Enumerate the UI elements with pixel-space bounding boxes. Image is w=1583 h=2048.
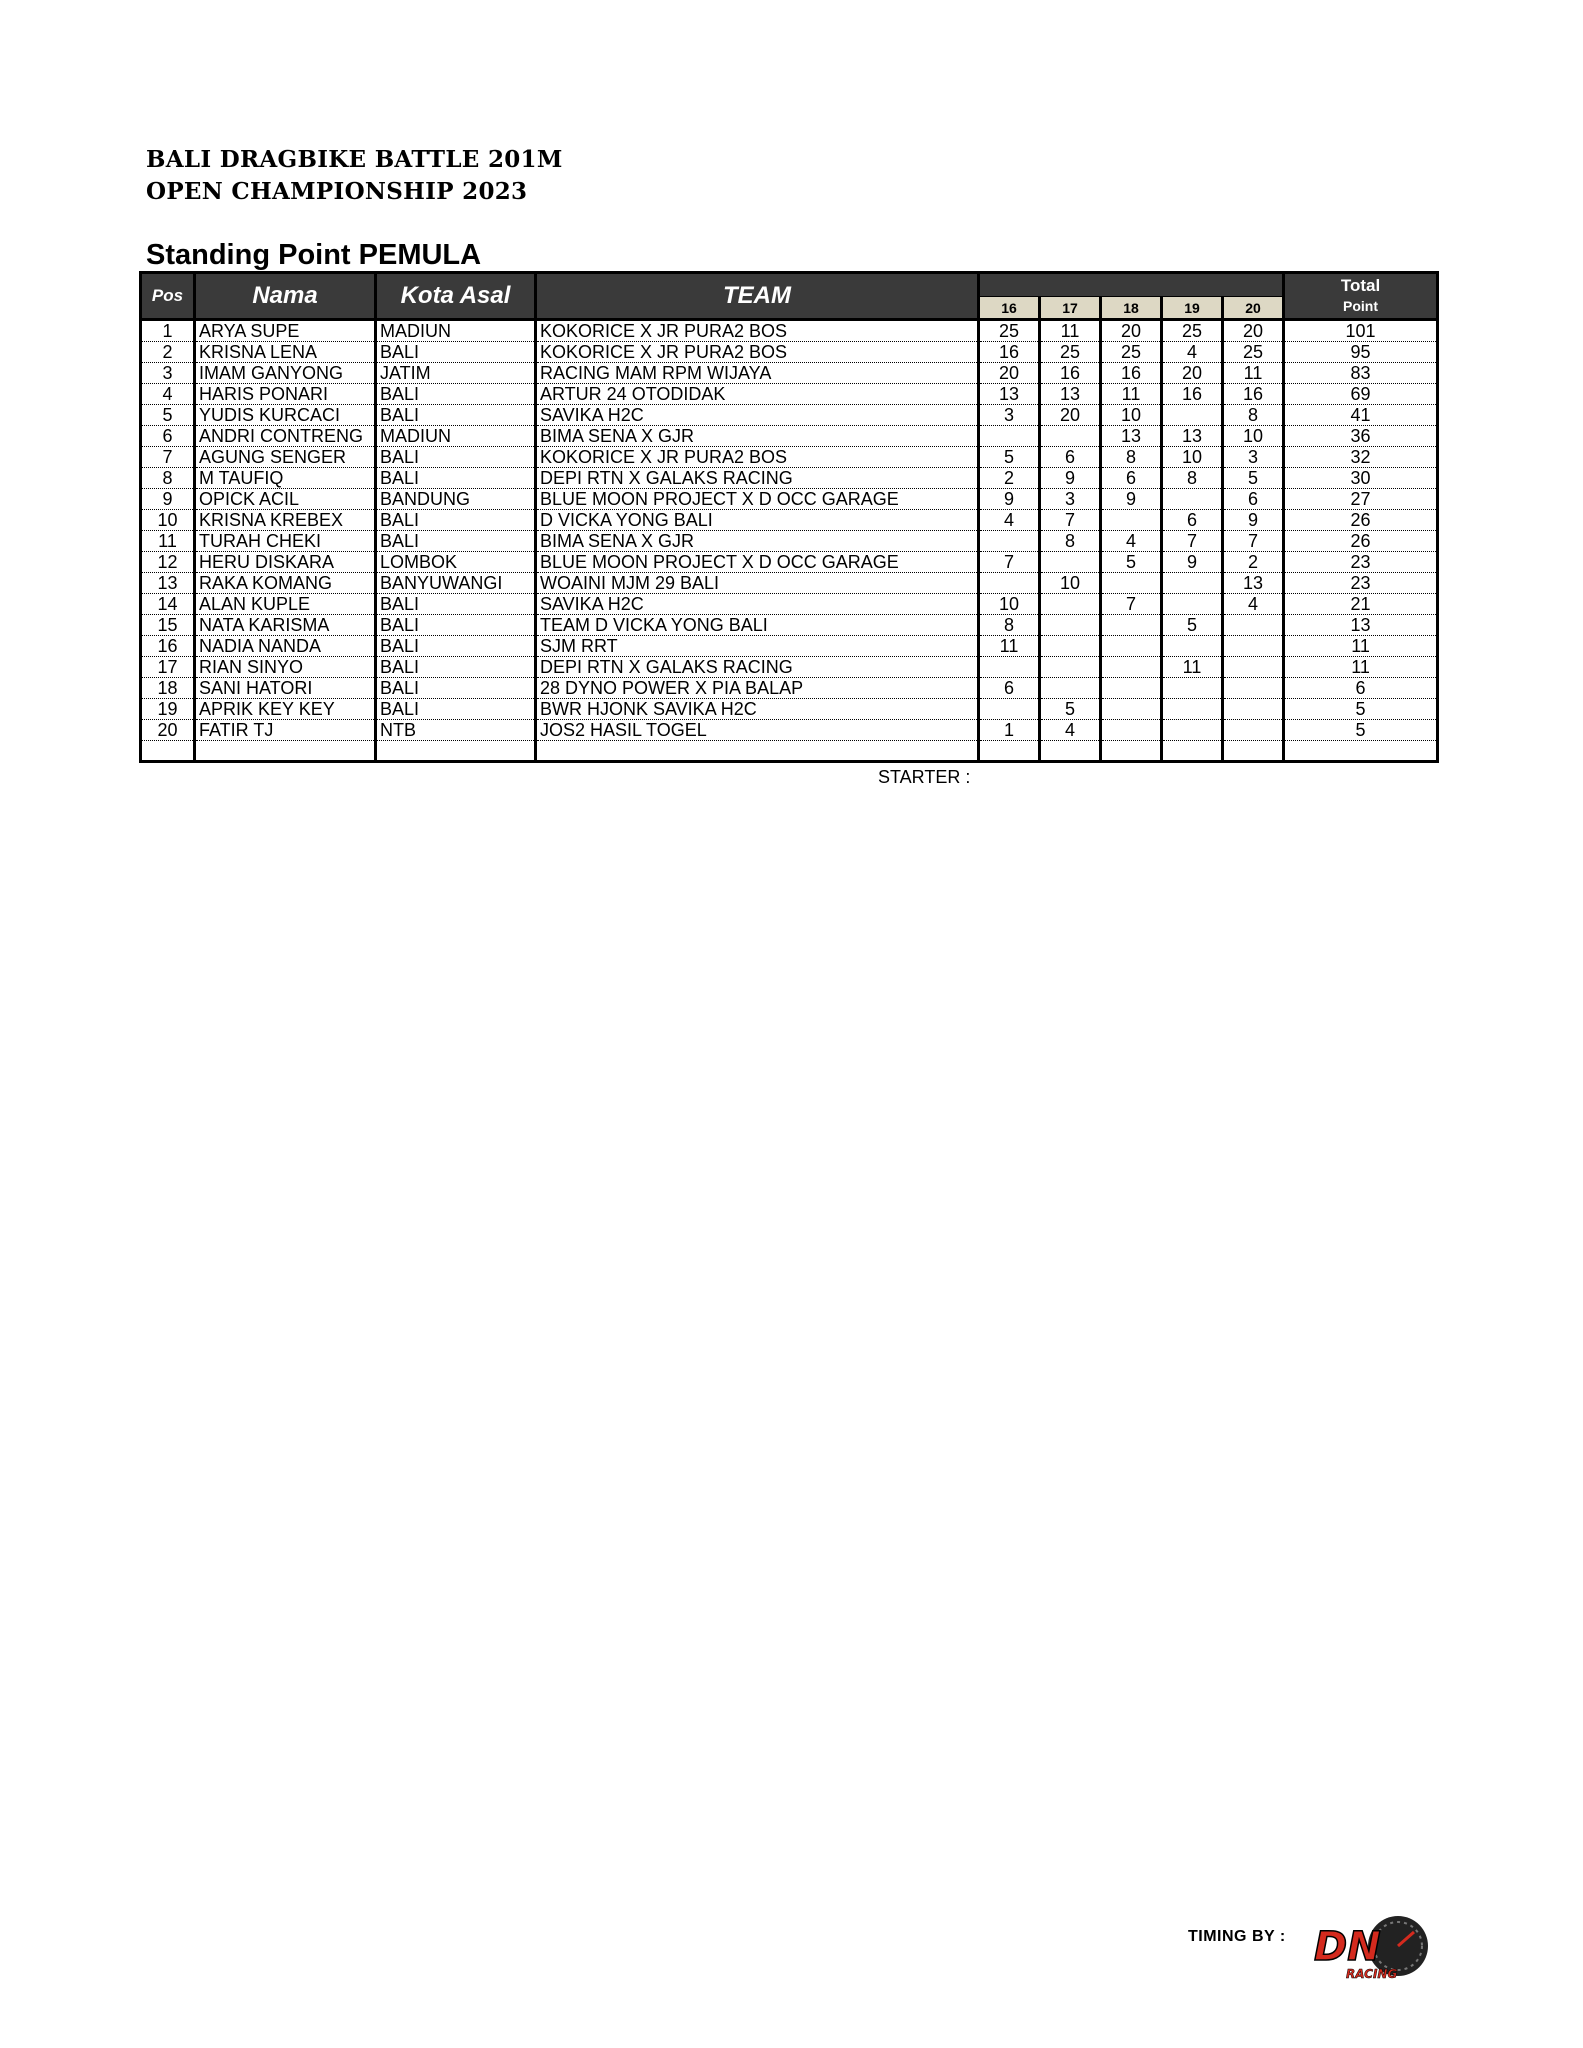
total-cell: 69 <box>1284 384 1438 405</box>
column-header-team: TEAM <box>536 273 979 320</box>
kota-cell: BALI <box>376 678 536 699</box>
round-16-cell <box>979 531 1040 552</box>
kota-cell: BALI <box>376 531 536 552</box>
team-cell: JOS2 HASIL TOGEL <box>536 720 979 741</box>
round-19-cell: 10 <box>1162 447 1223 468</box>
round-16-cell: 3 <box>979 405 1040 426</box>
round-16-cell: 7 <box>979 552 1040 573</box>
total-cell: 36 <box>1284 426 1438 447</box>
section-title: Standing Point PEMULA <box>146 239 482 271</box>
nama-cell: AGUNG SENGER <box>195 447 376 468</box>
timing-by-label: TIMING BY : <box>1188 1928 1286 1945</box>
round-19-cell <box>1162 489 1223 510</box>
round-19-cell: 4 <box>1162 342 1223 363</box>
dn-racing-logo <box>1306 1912 1446 1984</box>
kota-cell: NTB <box>376 720 536 741</box>
kota-cell: BALI <box>376 699 536 720</box>
nama-cell: HARIS PONARI <box>195 384 376 405</box>
round-20-cell <box>1223 657 1284 678</box>
round-20-cell <box>1223 720 1284 741</box>
round-20-cell: 9 <box>1223 510 1284 531</box>
round-18-cell <box>1101 678 1162 699</box>
event-title-line-1: BALI DRAGBIKE BATTLE 201M <box>146 146 563 173</box>
round-19-cell <box>1162 594 1223 615</box>
team-cell: SJM RRT <box>536 636 979 657</box>
total-cell: 83 <box>1284 363 1438 384</box>
round-20-cell: 6 <box>1223 489 1284 510</box>
kota-cell: BALI <box>376 657 536 678</box>
pos-cell: 20 <box>141 720 195 741</box>
kota-cell: BALI <box>376 447 536 468</box>
round-18-cell: 8 <box>1101 447 1162 468</box>
round-20-cell: 3 <box>1223 447 1284 468</box>
table-row <box>141 531 1438 552</box>
team-cell: SAVIKA H2C <box>536 594 979 615</box>
pos-cell: 3 <box>141 363 195 384</box>
blank-cell <box>979 741 1040 762</box>
round-20-cell: 7 <box>1223 531 1284 552</box>
round-19-cell: 16 <box>1162 384 1223 405</box>
round-17-cell: 6 <box>1040 447 1101 468</box>
pos-cell: 15 <box>141 615 195 636</box>
round-20-cell: 10 <box>1223 426 1284 447</box>
table-row <box>141 363 1438 384</box>
kota-cell: BALI <box>376 468 536 489</box>
round-17-cell <box>1040 615 1101 636</box>
round-17-cell: 10 <box>1040 573 1101 594</box>
round-20-cell <box>1223 699 1284 720</box>
team-cell: BIMA SENA X GJR <box>536 531 979 552</box>
pos-cell: 10 <box>141 510 195 531</box>
round-19-cell: 13 <box>1162 426 1223 447</box>
table-row <box>141 489 1438 510</box>
round-19-cell: 7 <box>1162 531 1223 552</box>
table-row <box>141 657 1438 678</box>
round-16-cell: 9 <box>979 489 1040 510</box>
total-cell: 27 <box>1284 489 1438 510</box>
column-header-nama: Nama <box>195 273 376 320</box>
round-20-cell: 20 <box>1223 320 1284 342</box>
team-cell: 28 DYNO POWER X PIA BALAP <box>536 678 979 699</box>
pos-cell: 12 <box>141 552 195 573</box>
kota-cell: LOMBOK <box>376 552 536 573</box>
nama-cell: SANI HATORI <box>195 678 376 699</box>
round-17-cell: 11 <box>1040 320 1101 342</box>
table-row <box>141 594 1438 615</box>
round-17-cell <box>1040 636 1101 657</box>
total-cell: 26 <box>1284 510 1438 531</box>
blank-cell <box>1040 741 1101 762</box>
total-cell: 11 <box>1284 636 1438 657</box>
round-17-cell <box>1040 426 1101 447</box>
round-19-cell: 8 <box>1162 468 1223 489</box>
round-19-cell <box>1162 678 1223 699</box>
pos-cell: 5 <box>141 405 195 426</box>
table-row <box>141 320 1438 342</box>
blank-cell <box>195 741 376 762</box>
nama-cell: ALAN KUPLE <box>195 594 376 615</box>
total-cell: 21 <box>1284 594 1438 615</box>
round-20-cell: 5 <box>1223 468 1284 489</box>
total-cell: 23 <box>1284 573 1438 594</box>
round-16-cell: 6 <box>979 678 1040 699</box>
pos-cell: 1 <box>141 320 195 342</box>
round-20-cell: 16 <box>1223 384 1284 405</box>
blank-cell <box>1101 741 1162 762</box>
round-17-cell: 16 <box>1040 363 1101 384</box>
round-19-cell: 6 <box>1162 510 1223 531</box>
table-row <box>141 405 1438 426</box>
round-16-cell <box>979 426 1040 447</box>
nama-cell: OPICK ACIL <box>195 489 376 510</box>
pos-cell: 13 <box>141 573 195 594</box>
kota-cell: MADIUN <box>376 320 536 342</box>
round-20-cell: 13 <box>1223 573 1284 594</box>
kota-cell: BALI <box>376 342 536 363</box>
pos-cell: 17 <box>141 657 195 678</box>
round-18-cell: 6 <box>1101 468 1162 489</box>
round-16-cell: 2 <box>979 468 1040 489</box>
pos-cell: 11 <box>141 531 195 552</box>
total-cell: 23 <box>1284 552 1438 573</box>
event-title-line-2: OPEN CHAMPIONSHIP 2023 <box>146 178 528 205</box>
team-cell: RACING MAM RPM WIJAYA <box>536 363 979 384</box>
round-header-17: 17 <box>1040 297 1101 320</box>
team-cell: DEPI RTN X GALAKS RACING <box>536 468 979 489</box>
nama-cell: RAKA KOMANG <box>195 573 376 594</box>
pos-cell: 2 <box>141 342 195 363</box>
round-20-cell: 25 <box>1223 342 1284 363</box>
round-18-cell <box>1101 615 1162 636</box>
team-cell: BLUE MOON PROJECT X D OCC GARAGE <box>536 489 979 510</box>
kota-cell: BANYUWANGI <box>376 573 536 594</box>
team-cell: BWR HJONK SAVIKA H2C <box>536 699 979 720</box>
kota-cell: BALI <box>376 384 536 405</box>
table-row <box>141 720 1438 741</box>
round-group-header <box>979 273 1284 297</box>
event-title <box>146 144 563 208</box>
logo-mark: DN <box>1314 1924 1381 1970</box>
round-19-cell: 5 <box>1162 615 1223 636</box>
round-header-18: 18 <box>1101 297 1162 320</box>
round-18-cell: 5 <box>1101 552 1162 573</box>
team-cell: TEAM D VICKA YONG BALI <box>536 615 979 636</box>
round-19-cell <box>1162 720 1223 741</box>
nama-cell: FATIR TJ <box>195 720 376 741</box>
round-16-cell: 25 <box>979 320 1040 342</box>
round-header-16: 16 <box>979 297 1040 320</box>
round-header-19: 19 <box>1162 297 1223 320</box>
team-cell: BIMA SENA X GJR <box>536 426 979 447</box>
nama-cell: RIAN SINYO <box>195 657 376 678</box>
round-19-cell: 25 <box>1162 320 1223 342</box>
nama-cell: NATA KARISMA <box>195 615 376 636</box>
table-row <box>141 468 1438 489</box>
round-17-cell: 8 <box>1040 531 1101 552</box>
kota-cell: BALI <box>376 615 536 636</box>
pos-cell: 16 <box>141 636 195 657</box>
round-20-cell <box>1223 678 1284 699</box>
round-19-cell <box>1162 636 1223 657</box>
total-cell: 6 <box>1284 678 1438 699</box>
standings-body <box>141 320 1438 762</box>
round-16-cell: 1 <box>979 720 1040 741</box>
round-17-cell <box>1040 552 1101 573</box>
nama-cell: ANDRI CONTRENG <box>195 426 376 447</box>
pos-cell: 14 <box>141 594 195 615</box>
table-row <box>141 447 1438 468</box>
nama-cell: APRIK KEY KEY <box>195 699 376 720</box>
kota-cell: BALI <box>376 594 536 615</box>
total-cell: 95 <box>1284 342 1438 363</box>
table-row <box>141 426 1438 447</box>
blank-cell <box>376 741 536 762</box>
round-16-cell <box>979 573 1040 594</box>
round-17-cell: 9 <box>1040 468 1101 489</box>
table-row <box>141 342 1438 363</box>
blank-cell <box>141 741 195 762</box>
pos-cell: 7 <box>141 447 195 468</box>
table-row <box>141 552 1438 573</box>
point-label: Point <box>1343 298 1379 314</box>
round-18-cell: 7 <box>1101 594 1162 615</box>
total-label: Total <box>1340 276 1381 295</box>
table-row <box>141 384 1438 405</box>
kota-cell: BALI <box>376 636 536 657</box>
logo-subtitle: RACING <box>1346 1967 1398 1981</box>
round-18-cell: 11 <box>1101 384 1162 405</box>
team-cell: KOKORICE X JR PURA2 BOS <box>536 320 979 342</box>
column-header-kota-asal: Kota Asal <box>376 273 536 320</box>
team-cell: ARTUR 24 OTODIDAK <box>536 384 979 405</box>
round-18-cell: 16 <box>1101 363 1162 384</box>
round-18-cell <box>1101 573 1162 594</box>
nama-cell: TURAH CHEKI <box>195 531 376 552</box>
round-18-cell: 13 <box>1101 426 1162 447</box>
blank-row <box>141 741 1438 762</box>
round-20-cell <box>1223 636 1284 657</box>
round-20-cell: 4 <box>1223 594 1284 615</box>
blank-cell <box>1162 741 1223 762</box>
nama-cell: KRISNA LENA <box>195 342 376 363</box>
pos-cell: 8 <box>141 468 195 489</box>
starter-label: STARTER : <box>878 767 971 787</box>
round-16-cell: 11 <box>979 636 1040 657</box>
round-19-cell <box>1162 699 1223 720</box>
total-cell: 13 <box>1284 615 1438 636</box>
standings-table <box>139 271 1439 763</box>
table-row <box>141 573 1438 594</box>
round-19-cell <box>1162 405 1223 426</box>
team-cell: BLUE MOON PROJECT X D OCC GARAGE <box>536 552 979 573</box>
round-18-cell <box>1101 510 1162 531</box>
round-16-cell <box>979 657 1040 678</box>
team-cell: KOKORICE X JR PURA2 BOS <box>536 447 979 468</box>
round-18-cell <box>1101 636 1162 657</box>
round-18-cell: 25 <box>1101 342 1162 363</box>
nama-cell: YUDIS KURCACI <box>195 405 376 426</box>
round-17-cell: 25 <box>1040 342 1101 363</box>
team-cell: SAVIKA H2C <box>536 405 979 426</box>
kota-cell: BALI <box>376 510 536 531</box>
nama-cell: ARYA SUPE <box>195 320 376 342</box>
round-17-cell: 3 <box>1040 489 1101 510</box>
table-row <box>141 636 1438 657</box>
round-19-cell: 20 <box>1162 363 1223 384</box>
team-cell: KOKORICE X JR PURA2 BOS <box>536 342 979 363</box>
round-18-cell: 9 <box>1101 489 1162 510</box>
round-16-cell: 10 <box>979 594 1040 615</box>
table-row <box>141 678 1438 699</box>
round-16-cell: 5 <box>979 447 1040 468</box>
round-18-cell <box>1101 657 1162 678</box>
total-cell: 41 <box>1284 405 1438 426</box>
total-cell: 5 <box>1284 699 1438 720</box>
pos-cell: 4 <box>141 384 195 405</box>
round-17-cell: 20 <box>1040 405 1101 426</box>
team-cell: WOAINI MJM 29 BALI <box>536 573 979 594</box>
round-18-cell <box>1101 699 1162 720</box>
table-row <box>141 615 1438 636</box>
kota-cell: BANDUNG <box>376 489 536 510</box>
kota-cell: MADIUN <box>376 426 536 447</box>
nama-cell: KRISNA KREBEX <box>195 510 376 531</box>
nama-cell: M TAUFIQ <box>195 468 376 489</box>
pos-cell: 6 <box>141 426 195 447</box>
column-header-total-point <box>1284 273 1438 320</box>
pos-cell: 18 <box>141 678 195 699</box>
total-cell: 30 <box>1284 468 1438 489</box>
round-17-cell: 4 <box>1040 720 1101 741</box>
nama-cell: IMAM GANYONG <box>195 363 376 384</box>
kota-cell: JATIM <box>376 363 536 384</box>
blank-cell <box>1223 741 1284 762</box>
round-17-cell: 7 <box>1040 510 1101 531</box>
round-16-cell: 16 <box>979 342 1040 363</box>
column-header-pos: Pos <box>141 273 195 320</box>
total-cell: 32 <box>1284 447 1438 468</box>
round-17-cell: 13 <box>1040 384 1101 405</box>
round-header-20: 20 <box>1223 297 1284 320</box>
table-row <box>141 699 1438 720</box>
total-cell: 11 <box>1284 657 1438 678</box>
nama-cell: HERU DISKARA <box>195 552 376 573</box>
round-18-cell <box>1101 720 1162 741</box>
round-16-cell: 8 <box>979 615 1040 636</box>
total-cell: 5 <box>1284 720 1438 741</box>
round-19-cell: 9 <box>1162 552 1223 573</box>
blank-cell <box>536 741 979 762</box>
round-18-cell: 20 <box>1101 320 1162 342</box>
round-16-cell: 13 <box>979 384 1040 405</box>
total-cell: 101 <box>1284 320 1438 342</box>
team-cell: D VICKA YONG BALI <box>536 510 979 531</box>
blank-cell <box>1284 741 1438 762</box>
round-17-cell <box>1040 594 1101 615</box>
round-16-cell: 4 <box>979 510 1040 531</box>
round-19-cell: 11 <box>1162 657 1223 678</box>
total-cell: 26 <box>1284 531 1438 552</box>
round-17-cell: 5 <box>1040 699 1101 720</box>
round-17-cell <box>1040 657 1101 678</box>
round-20-cell: 11 <box>1223 363 1284 384</box>
round-20-cell <box>1223 615 1284 636</box>
nama-cell: NADIA NANDA <box>195 636 376 657</box>
round-17-cell <box>1040 678 1101 699</box>
round-18-cell: 4 <box>1101 531 1162 552</box>
team-cell: DEPI RTN X GALAKS RACING <box>536 657 979 678</box>
round-20-cell: 8 <box>1223 405 1284 426</box>
round-19-cell <box>1162 573 1223 594</box>
round-18-cell: 10 <box>1101 405 1162 426</box>
table-header <box>141 273 1438 320</box>
round-16-cell <box>979 699 1040 720</box>
kota-cell: BALI <box>376 405 536 426</box>
table-row <box>141 510 1438 531</box>
round-20-cell: 2 <box>1223 552 1284 573</box>
pos-cell: 19 <box>141 699 195 720</box>
pos-cell: 9 <box>141 489 195 510</box>
round-16-cell: 20 <box>979 363 1040 384</box>
